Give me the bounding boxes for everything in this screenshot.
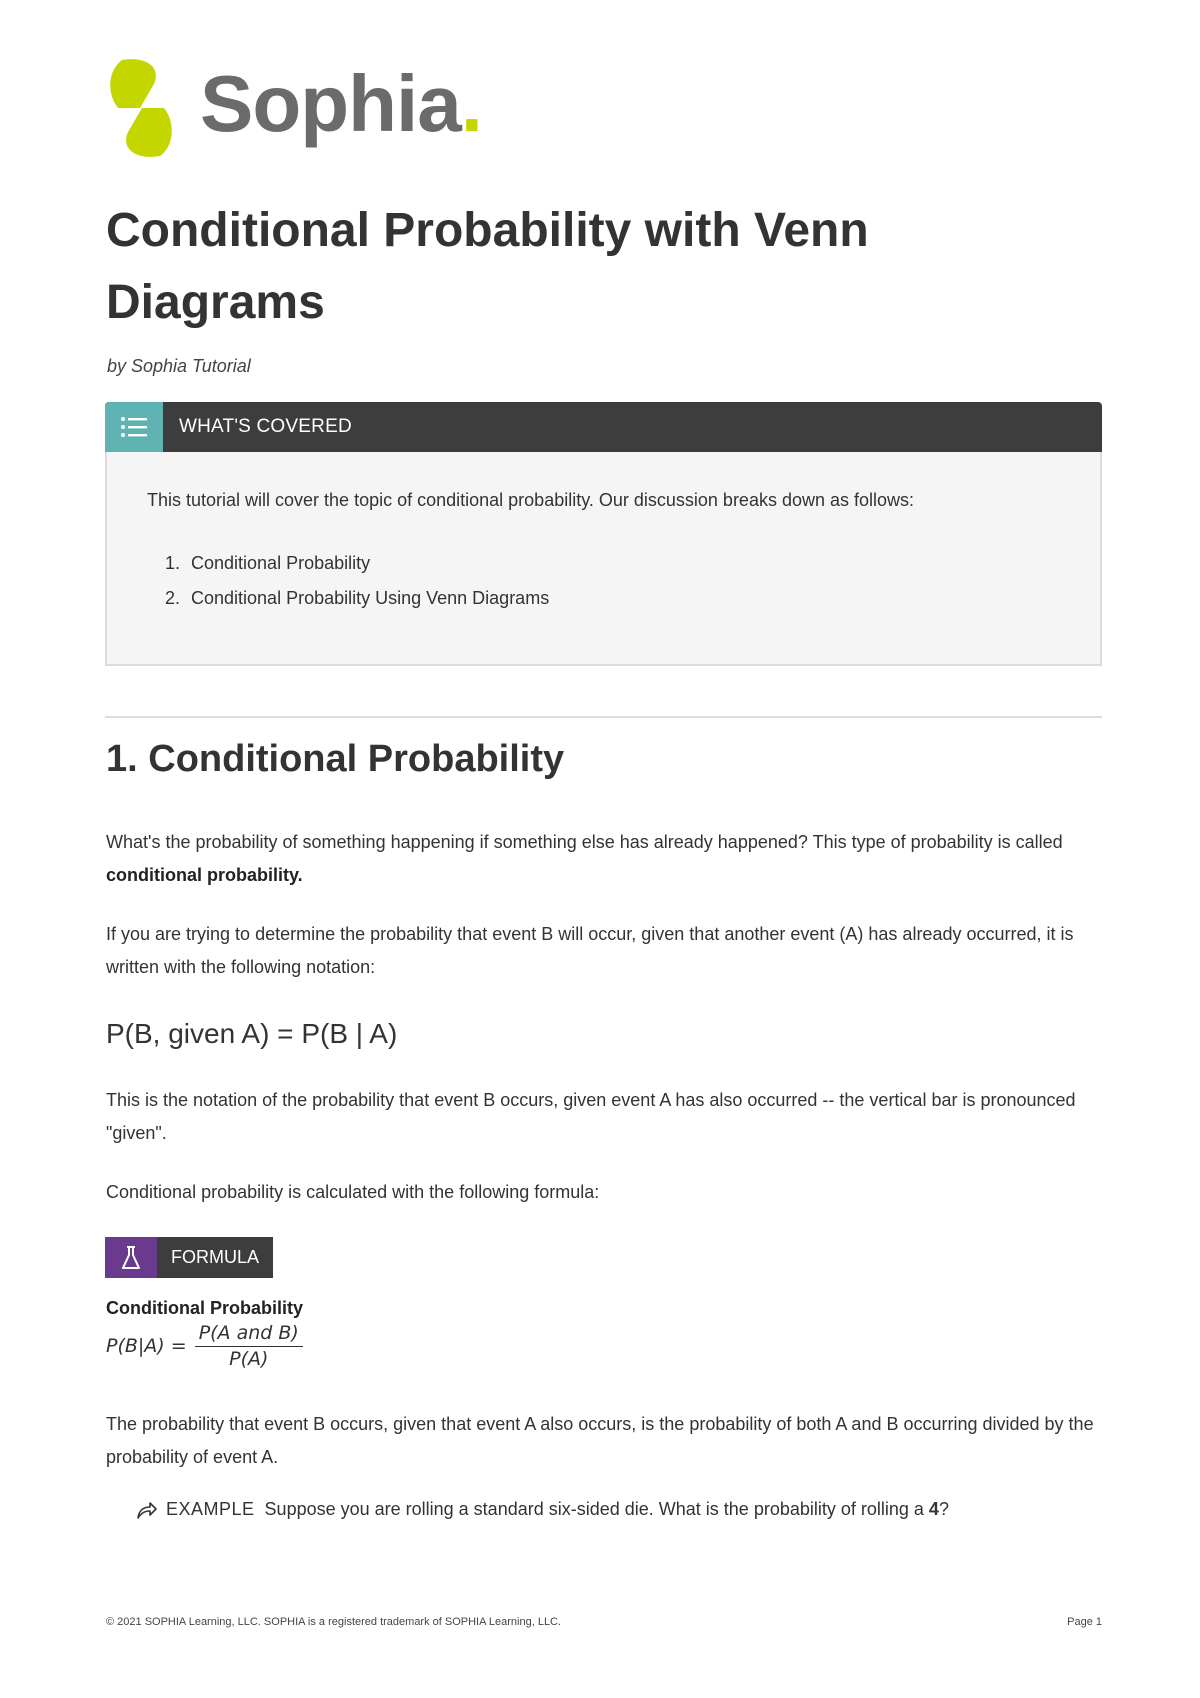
- formula-label: FORMULA: [157, 1237, 273, 1278]
- whats-covered-label: WHAT'S COVERED: [179, 416, 352, 437]
- formula-expression: [106, 1322, 303, 1370]
- whats-covered-intro: This tutorial will cover the topic of conditional probability. Our discussion breaks down as follows:: [147, 490, 915, 510]
- list-item: 1. Conditional Probability: [185, 553, 1060, 574]
- section-divider: [105, 716, 1102, 718]
- byline: by Sophia Tutorial: [107, 356, 251, 376]
- whats-covered-box: [105, 402, 1102, 666]
- formula-lhs: P(B|A) =: [106, 1335, 187, 1357]
- example-label: EXAMPLE: [166, 1499, 255, 1519]
- sophia-logo: [104, 55, 482, 160]
- whats-covered-header: [105, 402, 1102, 452]
- paragraph-notation-explain: This is the notation of the probability that event B occurs, given event A has also occurred -- the vertical bar is pronounced "given".: [106, 1090, 1076, 1143]
- example-callout: [136, 1499, 949, 1520]
- flask-icon: [105, 1237, 157, 1278]
- term-bold: conditional probability.: [106, 865, 303, 885]
- formula-title: Conditional Probability: [106, 1298, 303, 1318]
- logo-wordmark: Sophia.: [200, 58, 482, 148]
- section-heading: 1. Conditional Probability: [106, 738, 565, 780]
- whats-covered-list: [147, 553, 1060, 609]
- whats-covered-body: [105, 452, 1102, 666]
- list-icon: [105, 402, 163, 452]
- formula-denominator: P(A): [229, 1348, 269, 1370]
- paragraph-formula-intro: Conditional probability is calculated with the following formula:: [106, 1182, 600, 1202]
- formula-badge: [105, 1237, 273, 1278]
- footer-copyright: © 2021 SOPHIA Learning, LLC. SOPHIA is a registered trademark of SOPHIA Learning, LLC.: [106, 1616, 562, 1628]
- formula-fraction: [195, 1322, 303, 1370]
- formula-numerator: P(A and B): [195, 1322, 303, 1347]
- sophia-logo-icon: [104, 56, 178, 160]
- notation-equation: P(B, given A) = P(B | A): [106, 1018, 398, 1049]
- paragraph-formula-explain: The probability that event B occurs, given that event A also occurs, is the probability of both A and B occurring divided by the probability of event A.: [106, 1414, 1094, 1467]
- page-title: Conditional Probability with Venn Diagrams: [106, 204, 869, 329]
- list-item: 2. Conditional Probability Using Venn Diagrams: [185, 588, 1060, 609]
- paragraph-notation-intro: If you are trying to determine the probability that event B will occur, given that another event (A) has already occurred, it is written with the following notation:: [106, 924, 1074, 977]
- paragraph-intro: What's the probability of something happening if something else has already happened? This type of probability is called conditional probability.: [106, 832, 1063, 885]
- example-text: Suppose you are rolling a standard six-sided die. What is the probability of rolling a 4?: [264, 1499, 949, 1519]
- footer-page-number: Page 1: [1067, 1616, 1102, 1628]
- share-arrow-icon: [136, 1500, 158, 1520]
